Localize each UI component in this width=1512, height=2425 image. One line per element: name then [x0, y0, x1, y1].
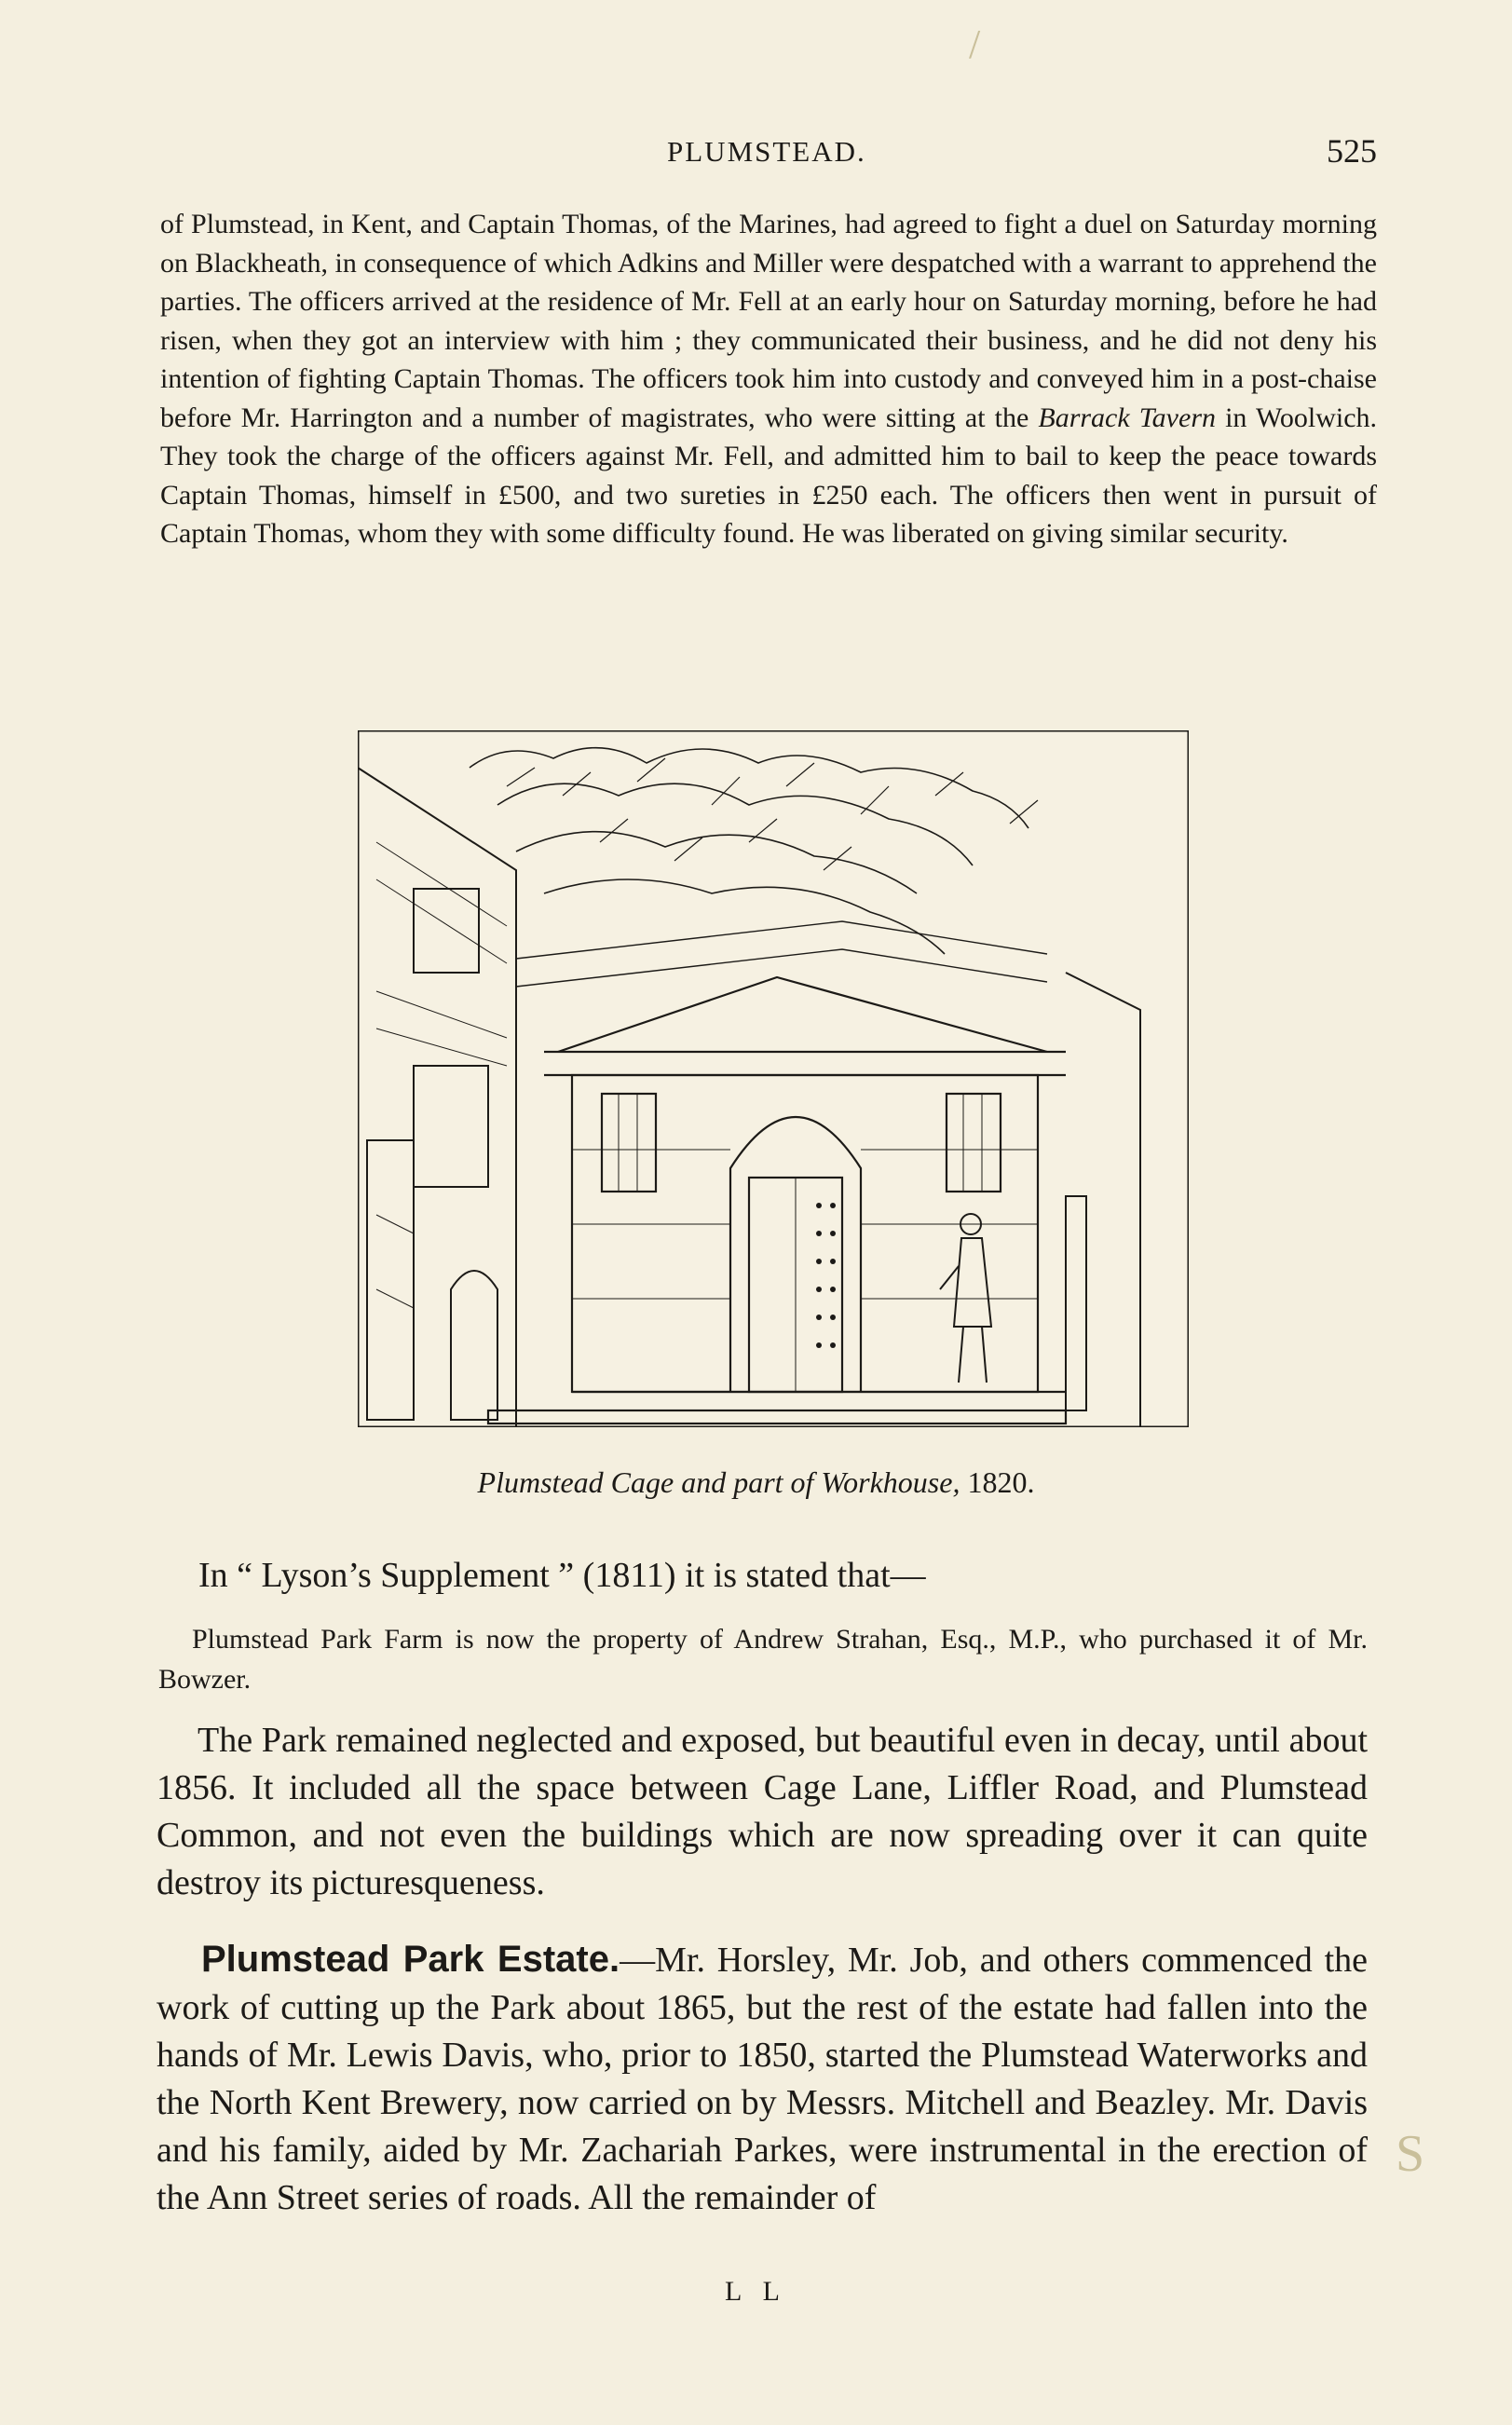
top-paragraph-start: of Plumstead, in Kent, and Captain Thomas, of the Marines, had agreed to fight a duel on Saturday morning on Blackheath, in consequence of which Adkins and Miller were despatched with a warrant to apprehend the parties. The officers arrived at the residence of Mr. Fell at an early hour on Saturday morning, before he had risen, when they got an interview with him ; they communicated their business, and he did not deny his intention of fighting Captain Thomas. The officers took him into custody and conveyed him in a post-chaise before Mr. Harrington and a number of magistrates, who were sitting at the	[160, 209, 1377, 433]
block-quote: Plumstead Park Farm is now the property of Andrew Strahan, Esq., M.P., who purchased it of Mr. Bowzer.	[158, 1624, 1368, 1695]
page-number: 525	[1327, 132, 1377, 170]
running-head-title: PLUMSTEAD.	[667, 135, 866, 168]
figure-caption-title: Plumstead Cage and part of Workhouse,	[477, 1465, 960, 1499]
paragraph-estate	[157, 1936, 1368, 2222]
engraving-illustration	[358, 730, 1189, 1427]
ink-mark: /	[969, 21, 981, 67]
top-paragraph	[160, 205, 1377, 553]
top-paragraph-end: in Woolwich. They took the charge of the officers against Mr. Fell, and admitted him to bail to keep the peace towards Captain Thomas, himself in £500, and two sureties in £250 each. The officers then went in pursuit of Captain Thomas, whom they with some difficulty found. He was liberated on giving similar security.	[160, 402, 1378, 549]
intro-line: In “ Lyson’s Supplement ” (1811) it is stated that—	[198, 1556, 926, 1595]
run-in-heading: Plumstead Park Estate.	[201, 1939, 620, 1980]
engraving-figure	[358, 730, 1189, 1427]
paragraph-estate-text: —Mr. Horsley, Mr. Job, and others commenced the work of cutting up the Park about 1865, but the rest of the estate had fallen into the hands of Mr. Lewis Davis, who, prior to 1850, started the Plumstead Waterworks and the North Kent Brewery, now carried on by Messrs. Mitchell and Beazley. Mr. Davis and his family, aided by Mr. Zachariah Parkes, were instrumental in the erection of the Ann Street series of roads. All the remainder of	[157, 1941, 1368, 2217]
paragraph-park: The Park remained neglected and exposed, but beautiful even in decay, until about 1856. It included all the space between Cage Lane, Liffler Road, and Plumstead Common, and not even the buildings which are now spreading over it can quite destroy its picturesqueness.	[157, 1721, 1368, 1902]
margin-pencil-mark: S	[1396, 2125, 1425, 2183]
signature-mark: L L	[724, 2276, 788, 2307]
top-paragraph-italic: Barrack Tavern	[1038, 402, 1216, 433]
running-head	[0, 132, 1512, 182]
figure-caption	[0, 1465, 1512, 1500]
figure-caption-year: 1820.	[967, 1465, 1035, 1499]
